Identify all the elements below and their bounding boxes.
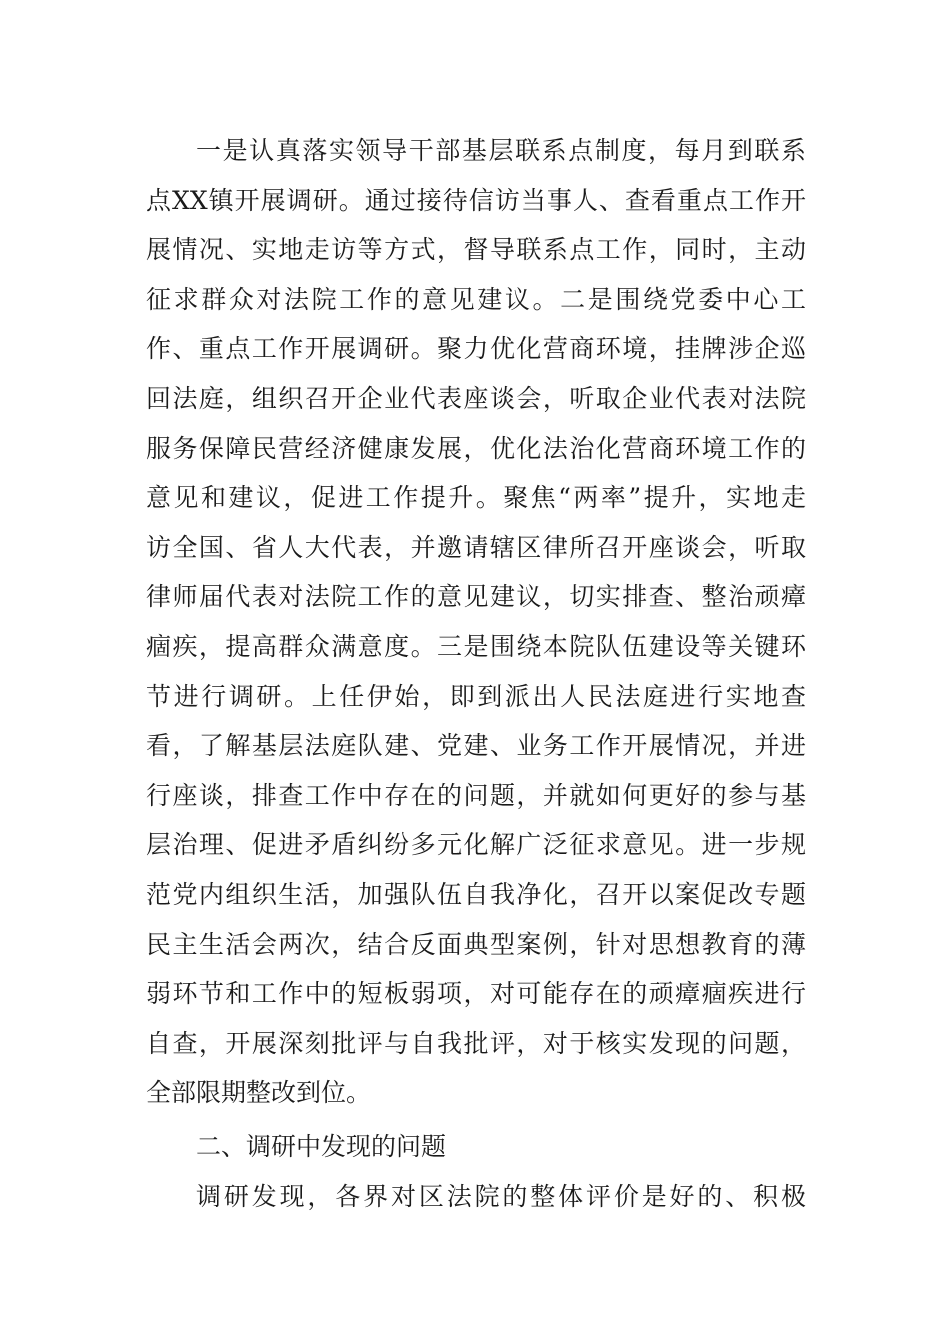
paragraph-line: 弱环节和工作中的短板弱项，对可能存在的顽瘴痼疾进行 <box>146 979 806 1009</box>
paragraph-line: 访全国、省人大代表，并邀请辖区律所召开座谈会，听取 <box>146 532 806 562</box>
paragraph-line: 一是认真落实领导干部基层联系点制度，每月到联系 <box>196 136 806 165</box>
paragraph-line: 自查，开展深刻批评与自我批评，对于核实发现的问题， <box>146 1028 806 1058</box>
paragraph-line: 全部限期整改到位。 <box>146 1078 372 1108</box>
body-paragraph <box>146 126 806 1118</box>
paragraph-line: 痼疾，提高群众满意度。三是围绕本院队伍建设等关键环 <box>146 631 806 661</box>
paragraph-line: 回法庭，组织召开企业代表座谈会，听取企业代表对法院 <box>146 383 806 413</box>
paragraph-line: 点XX镇开展调研。通过接待信访当事人、查看重点工作开 <box>146 185 806 215</box>
paragraph-line: 节进行调研。上任伊始，即到派出人民法庭进行实地查 <box>146 681 806 711</box>
paragraph-line: 作、重点工作开展调研。聚力优化营商环境，挂牌涉企巡 <box>146 334 806 364</box>
next-paragraph-line: 调研发现，各界对区法院的整体评价是好的、积极 <box>196 1182 806 1211</box>
paragraph-line: 意见和建议，促进工作提升。聚焦“两率”提升，实地走 <box>146 483 806 513</box>
paragraph-line: 看，了解基层法庭队建、党建、业务工作开展情况，并进 <box>146 731 806 761</box>
paragraph-line: 展情况、实地走访等方式，督导联系点工作，同时，主动 <box>146 235 806 265</box>
paragraph-line: 律师届代表对法院工作的意见建议，切实排查、整治顽瘴 <box>146 582 806 612</box>
paragraph-line: 行座谈，排查工作中存在的问题，并就如何更好的参与基 <box>146 780 806 810</box>
paragraph-line: 范党内组织生活，加强队伍自我净化，召开以案促改专题 <box>146 879 806 909</box>
paragraph-line: 服务保障民营经济健康发展，优化法治化营商环境工作的 <box>146 433 806 463</box>
section-heading: 二、调研中发现的问题 <box>196 1132 447 1161</box>
paragraph-line: 征求群众对法院工作的意见建议。二是围绕党委中心工 <box>146 284 806 314</box>
paragraph-line: 民主生活会两次，结合反面典型案例，针对思想教育的薄 <box>146 929 806 959</box>
paragraph-line: 层治理、促进矛盾纠纷多元化解广泛征求意见。进一步规 <box>146 830 806 860</box>
